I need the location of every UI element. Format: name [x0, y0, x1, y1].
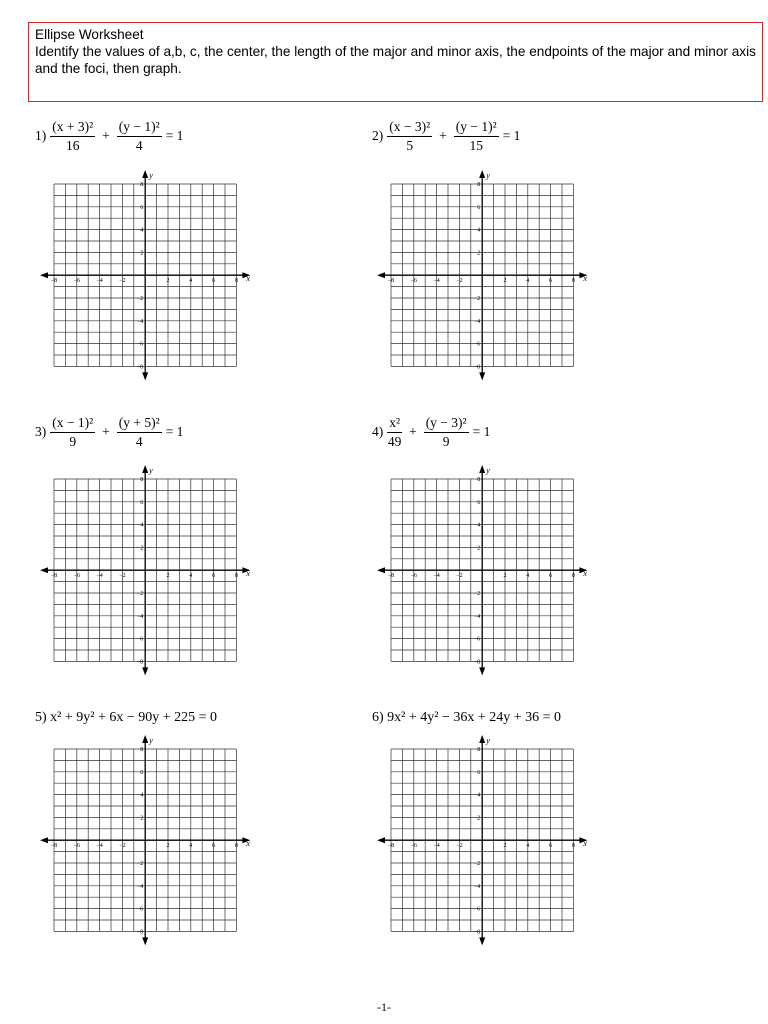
numerator: (y + 5)²: [117, 414, 162, 433]
x-tick-label: 2: [503, 278, 507, 285]
y-tick-label: 4: [140, 792, 144, 799]
y-tick-label: 4: [477, 792, 481, 799]
numerator: (y − 3)²: [424, 414, 469, 433]
x-tick-label: 8: [234, 278, 238, 285]
y-tick-label: 4: [140, 522, 144, 529]
x-tick-label: −2: [119, 573, 126, 580]
y-tick-label: −8: [136, 659, 144, 666]
fraction: [387, 414, 402, 450]
y-tick-label: −4: [136, 318, 144, 325]
y-tick-label: 6: [477, 769, 481, 776]
y-axis-label: y: [149, 466, 153, 475]
y-tick-label: −8: [473, 364, 481, 371]
x-axis-label: x: [246, 839, 250, 849]
y-tick-label: −6: [473, 636, 481, 643]
y-tick-label: −6: [136, 341, 144, 348]
y-tick-label: −6: [136, 636, 144, 643]
y-tick-label: 6: [477, 204, 481, 211]
plus-sign: +: [102, 424, 110, 439]
problem-number: 4): [372, 424, 384, 439]
y-axis-label: y: [486, 736, 490, 745]
x-tick-label: 8: [234, 843, 238, 850]
x-tick-label: 6: [549, 843, 553, 850]
y-tick-label: −8: [473, 659, 481, 666]
y-tick-label: 2: [140, 250, 144, 257]
y-tick-label: −2: [473, 861, 481, 867]
axis-arrowhead: [142, 465, 148, 473]
axis-arrowhead: [479, 937, 485, 945]
axis-arrowhead: [142, 170, 148, 178]
denominator: 5: [406, 138, 414, 153]
axis-arrowhead: [479, 465, 485, 473]
x-tick-label: −6: [73, 843, 80, 850]
y-tick-label: −4: [136, 883, 144, 890]
x-tick-label: 2: [503, 573, 507, 580]
x-tick-label: 2: [503, 843, 507, 850]
x-tick-label: −8: [50, 843, 58, 850]
fraction: [117, 414, 162, 450]
x-tick-label: 6: [212, 843, 216, 850]
problem-3-equation: [35, 414, 183, 450]
worksheet-header: [28, 22, 763, 102]
y-tick-label: −6: [473, 906, 481, 913]
y-tick-label: −4: [473, 613, 481, 620]
coordinate-grid-6: [377, 735, 587, 945]
axis-arrowhead: [142, 667, 148, 675]
x-tick-label: 4: [189, 573, 193, 580]
x-tick-label: −8: [50, 278, 58, 285]
x-tick-label: −2: [456, 843, 463, 850]
x-tick-label: −6: [73, 278, 80, 285]
plus-sign: +: [439, 128, 447, 143]
worksheet-instructions: Identify the values of a,b, c, the center, the length of the major and minor axis, the endpoints of the major and minor axis and the foci, then graph.: [35, 44, 756, 76]
x-tick-label: 4: [189, 278, 193, 285]
problem-number: 6): [372, 710, 384, 725]
x-tick-label: −6: [73, 573, 80, 580]
x-tick-label: −4: [96, 573, 103, 580]
denominator: 9: [69, 434, 77, 449]
numerator: (x − 1)²: [50, 414, 95, 433]
fraction: [117, 118, 162, 154]
y-tick-label: −4: [473, 318, 481, 325]
y-tick-label: −4: [136, 613, 144, 620]
problem-4-equation: [372, 414, 490, 450]
fraction: [454, 118, 499, 154]
fraction: [50, 414, 95, 450]
x-tick-label: −6: [410, 843, 417, 850]
x-tick-label: −2: [456, 573, 463, 580]
axis-arrowhead: [142, 937, 148, 945]
y-tick-label: 8: [477, 747, 481, 753]
axis-arrowhead: [479, 735, 485, 743]
coordinate-grid-4: [377, 465, 587, 675]
y-tick-label: 2: [477, 250, 481, 257]
x-tick-label: 6: [212, 278, 216, 285]
equation-rhs: = 1: [165, 128, 184, 143]
y-tick-label: −2: [136, 591, 144, 597]
denominator: 4: [135, 434, 143, 449]
problem-1-equation: [35, 118, 183, 154]
y-tick-label: 8: [140, 182, 144, 188]
x-tick-label: 8: [234, 573, 238, 580]
axis-arrowhead: [142, 735, 148, 743]
numerator: (y − 1)²: [454, 118, 499, 137]
equation-rhs: = 1: [165, 424, 184, 439]
x-tick-label: −2: [119, 278, 126, 285]
x-tick-label: −4: [96, 843, 103, 850]
y-tick-label: −8: [473, 929, 481, 936]
x-tick-label: 2: [166, 278, 170, 285]
y-axis-label: y: [486, 466, 490, 475]
axis-arrowhead: [479, 372, 485, 380]
y-tick-label: 8: [477, 182, 481, 188]
denominator: 15: [469, 138, 483, 153]
axis-arrowhead: [479, 667, 485, 675]
y-tick-label: −6: [473, 341, 481, 348]
problem-number: 5): [35, 710, 47, 725]
x-tick-label: 4: [526, 573, 530, 580]
fraction: [424, 414, 469, 450]
worksheet-title: Ellipse Worksheet: [35, 27, 144, 42]
numerator: (x − 3)²: [387, 118, 432, 137]
x-tick-label: −8: [387, 278, 395, 285]
denominator: 4: [135, 138, 143, 153]
x-tick-label: −2: [119, 843, 126, 850]
x-tick-label: −2: [456, 278, 463, 285]
numerator: (y − 1)²: [117, 118, 162, 137]
x-tick-label: 6: [549, 573, 553, 580]
y-tick-label: −2: [473, 591, 481, 597]
x-tick-label: −4: [96, 278, 103, 285]
y-tick-label: 8: [477, 477, 481, 483]
problem-number: 3): [35, 424, 47, 439]
y-tick-label: 4: [140, 227, 144, 234]
x-axis-label: x: [246, 274, 250, 284]
y-tick-label: 4: [477, 522, 481, 529]
problem-6-equation: [372, 710, 561, 726]
y-tick-label: −2: [136, 296, 144, 302]
x-tick-label: 8: [571, 843, 575, 850]
y-axis-label: y: [149, 736, 153, 745]
fraction: [387, 118, 432, 154]
y-tick-label: 6: [140, 499, 144, 506]
x-tick-label: 8: [571, 278, 575, 285]
x-tick-label: −6: [410, 573, 417, 580]
denominator: 49: [387, 434, 402, 449]
coordinate-grid-5: [40, 735, 250, 945]
axis-arrowhead: [377, 272, 385, 278]
y-tick-label: 6: [140, 204, 144, 211]
x-tick-label: −8: [50, 573, 58, 580]
y-tick-label: −2: [473, 296, 481, 302]
x-tick-label: 4: [189, 843, 193, 850]
coordinate-grid-3: [40, 465, 250, 675]
x-axis-label: x: [583, 274, 587, 284]
y-tick-label: −8: [136, 929, 144, 936]
page-number: -1-: [377, 1000, 391, 1014]
problem-5-equation: [35, 710, 217, 726]
y-tick-label: 8: [140, 477, 144, 483]
y-axis-label: y: [149, 171, 153, 180]
x-tick-label: −8: [387, 573, 395, 580]
numerator: x²: [387, 414, 402, 433]
plus-sign: +: [409, 424, 417, 439]
coordinate-grid-1: [40, 170, 250, 380]
x-axis-label: x: [583, 839, 587, 849]
denominator: 16: [65, 138, 80, 153]
y-tick-label: 2: [477, 815, 481, 822]
equation-rhs: = 1: [502, 128, 521, 143]
axis-arrowhead: [40, 567, 48, 573]
y-tick-label: −6: [136, 906, 144, 913]
x-tick-label: −4: [433, 278, 440, 285]
equation-text: 9x² + 4y² − 36x + 24y + 36 = 0: [387, 710, 562, 725]
axis-arrowhead: [142, 372, 148, 380]
x-tick-label: −4: [433, 573, 440, 580]
axis-arrowhead: [377, 837, 385, 843]
x-tick-label: 8: [571, 573, 575, 580]
y-tick-label: 8: [140, 747, 144, 753]
problem-number: 1): [35, 128, 47, 143]
axis-arrowhead: [40, 272, 48, 278]
x-tick-label: 6: [549, 278, 553, 285]
plus-sign: +: [102, 128, 110, 143]
x-tick-label: 6: [212, 573, 216, 580]
equation-text: x² + 9y² + 6x − 90y + 225 = 0: [50, 710, 218, 725]
y-tick-label: 6: [477, 499, 481, 506]
y-tick-label: 2: [477, 545, 481, 552]
axis-arrowhead: [479, 170, 485, 178]
denominator: 9: [442, 434, 450, 449]
problem-2-equation: [372, 118, 520, 154]
x-tick-label: 2: [166, 843, 170, 850]
y-tick-label: 2: [140, 545, 144, 552]
coordinate-grid-2: [377, 170, 587, 380]
y-tick-label: −8: [136, 364, 144, 371]
y-tick-label: −4: [473, 883, 481, 890]
fraction: [50, 118, 95, 154]
x-tick-label: 4: [526, 843, 530, 850]
y-tick-label: 2: [140, 815, 144, 822]
x-axis-label: x: [583, 569, 587, 579]
axis-arrowhead: [377, 567, 385, 573]
y-tick-label: 6: [140, 769, 144, 776]
x-tick-label: 2: [166, 573, 170, 580]
x-tick-label: −8: [387, 843, 395, 850]
axis-arrowhead: [40, 837, 48, 843]
problem-number: 2): [372, 128, 384, 143]
y-axis-label: y: [486, 171, 490, 180]
y-tick-label: −2: [136, 861, 144, 867]
x-tick-label: 4: [526, 278, 530, 285]
numerator: (x + 3)²: [50, 118, 95, 137]
equation-rhs: = 1: [472, 424, 491, 439]
x-axis-label: x: [246, 569, 250, 579]
y-tick-label: 4: [477, 227, 481, 234]
x-tick-label: −6: [410, 278, 417, 285]
x-tick-label: −4: [433, 843, 440, 850]
